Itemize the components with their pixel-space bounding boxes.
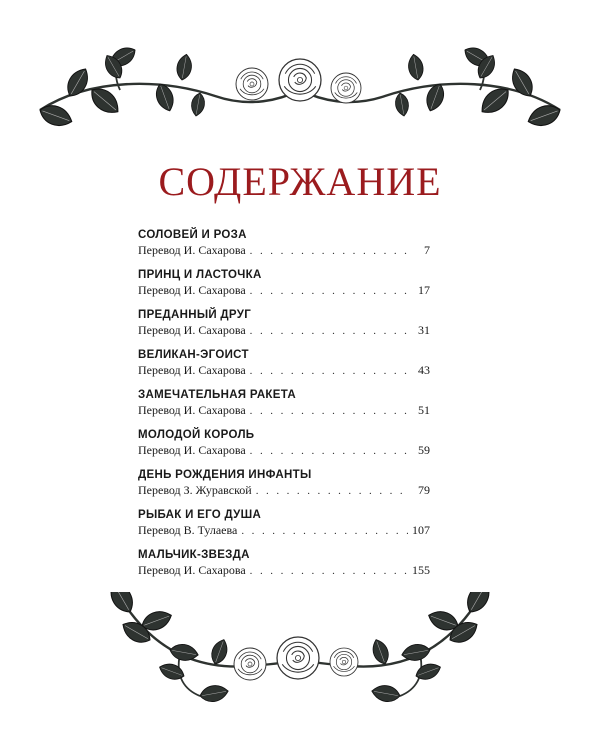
- toc-entry: [138, 548, 430, 588]
- toc-entry-page: 51: [418, 403, 430, 417]
- toc-entry-page: 107: [412, 523, 430, 537]
- page-title: СОДЕРЖАНИЕ: [158, 159, 442, 204]
- toc-entry: [138, 508, 430, 548]
- toc-entry-title: ЗАМЕЧАТЕЛЬНАЯ РАКЕТА: [138, 389, 296, 401]
- toc-entry-line: [138, 442, 430, 458]
- toc-entry-page: 59: [418, 443, 430, 457]
- toc-entry: [138, 308, 430, 348]
- toc-entry-title: СОЛОВЕЙ И РОЗА: [138, 229, 247, 241]
- toc-entry-translator: Перевод И. Сахарова: [138, 323, 246, 337]
- toc-entry-title: ДЕНЬ РОЖДЕНИЯ ИНФАНТЫ: [138, 469, 312, 481]
- toc-entry: [138, 268, 430, 308]
- top-floral-ornament: [0, 38, 600, 158]
- toc-entry: [138, 428, 430, 468]
- dot-leader: [250, 443, 408, 459]
- toc-entry-line: [138, 402, 430, 418]
- toc-entry-page: 7: [424, 243, 430, 257]
- toc-entry-title: РЫБАК И ЕГО ДУША: [138, 509, 262, 521]
- toc-entry-page: 79: [418, 483, 430, 497]
- toc-entry-translator: Перевод И. Сахарова: [138, 403, 246, 417]
- toc-entry-translator: Перевод И. Сахарова: [138, 363, 246, 377]
- toc-entry: [138, 468, 430, 508]
- toc-entry-line: [138, 282, 430, 298]
- toc-entry-translator: Перевод И. Сахарова: [138, 443, 246, 457]
- toc-entry-page: 31: [418, 323, 430, 337]
- toc-entry-page: 17: [418, 283, 430, 297]
- toc-entry-title: МАЛЬЧИК-ЗВЕЗДА: [138, 549, 250, 561]
- toc-entry: [138, 388, 430, 428]
- toc-entry-title: ВЕЛИКАН-ЭГОИСТ: [138, 349, 249, 361]
- toc-entry-translator: Перевод В. Тулаева: [138, 523, 238, 537]
- table-of-contents: [138, 228, 430, 588]
- toc-entry-translator: Перевод И. Сахарова: [138, 243, 246, 257]
- toc-entry-title: МОЛОДОЙ КОРОЛЬ: [138, 429, 255, 441]
- toc-entry: [138, 348, 430, 388]
- toc-entry-line: [138, 522, 430, 538]
- toc-entry: [138, 228, 430, 268]
- dot-leader: [250, 563, 408, 579]
- toc-entry-page: 155: [412, 563, 430, 577]
- toc-entry-translator: Перевод И. Сахарова: [138, 563, 246, 577]
- dot-leader: [250, 403, 408, 419]
- toc-entry-line: [138, 362, 430, 378]
- toc-entry-title: ПРЕДАННЫЙ ДРУГ: [138, 309, 252, 321]
- toc-entry-line: [138, 482, 430, 498]
- toc-entry-title: ПРИНЦ И ЛАСТОЧКА: [138, 269, 262, 281]
- toc-entry-page: 43: [418, 363, 430, 377]
- toc-entry-translator: Перевод З. Журавской: [138, 483, 252, 497]
- dot-leader: [250, 363, 408, 379]
- toc-entry-translator: Перевод И. Сахарова: [138, 283, 246, 297]
- dot-leader: [250, 283, 408, 299]
- toc-entry-line: [138, 562, 430, 578]
- toc-entry-line: [138, 322, 430, 338]
- dot-leader: [250, 243, 408, 259]
- dot-leader: [250, 323, 408, 339]
- dot-leader: [241, 523, 408, 539]
- bottom-floral-ornament: [0, 592, 600, 712]
- dot-leader: [256, 483, 408, 499]
- toc-entry-line: [138, 242, 430, 258]
